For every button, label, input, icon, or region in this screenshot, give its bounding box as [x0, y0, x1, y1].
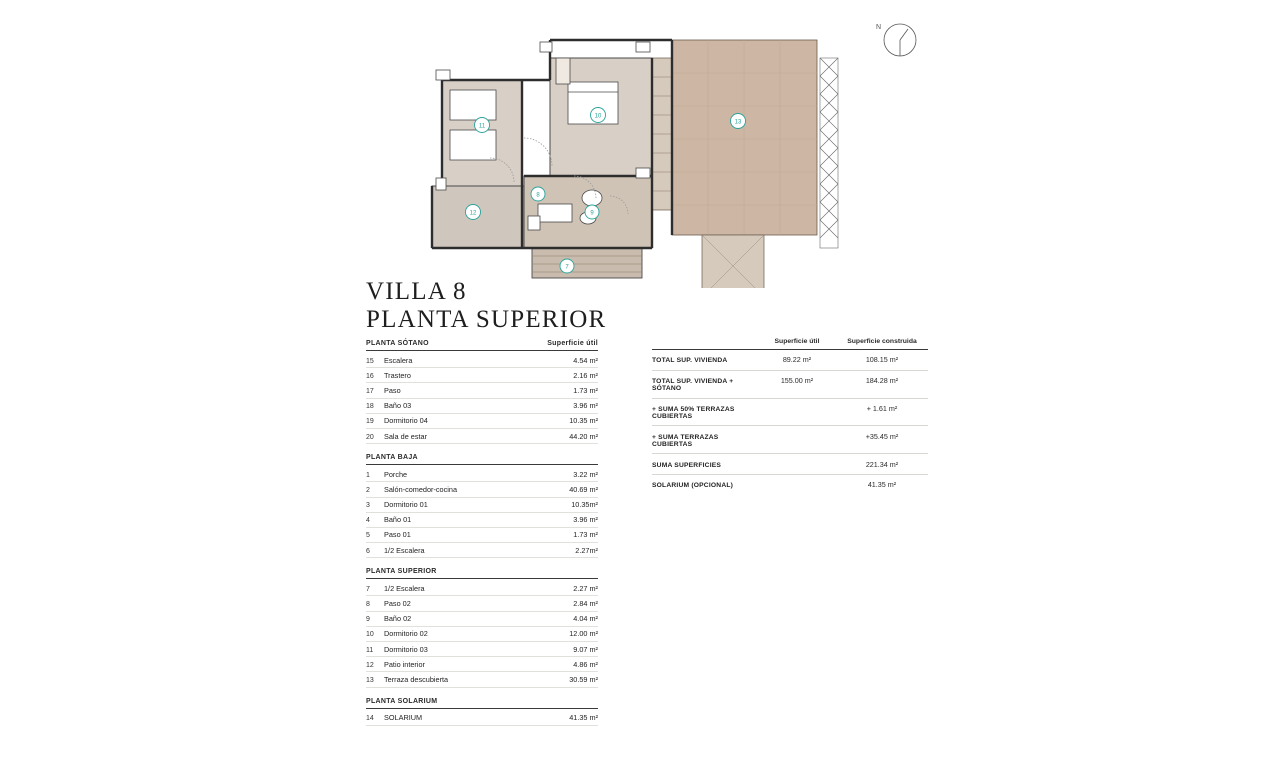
row-name: Terraza descubierta [384, 674, 449, 684]
plan-railing-hatch [820, 58, 838, 248]
row-value: 2.27 m² [573, 583, 598, 593]
row-name: Dormitorio 04 [384, 416, 428, 426]
section-header-superior [366, 568, 598, 579]
table-row [366, 368, 598, 383]
row-number: 4 [366, 517, 370, 525]
summary-construida: 184.28 m² [865, 376, 899, 386]
table-row [366, 414, 598, 429]
row-value: 9.07 m² [573, 644, 598, 654]
row-name: Paso [384, 385, 401, 395]
row-number: 18 [366, 403, 374, 411]
table-row [366, 383, 598, 398]
title-floor: PLANTA SUPERIOR [366, 306, 607, 333]
summary-row [652, 350, 928, 371]
summary-row [652, 475, 928, 495]
row-name: 1/2 Escalera [384, 583, 425, 593]
room-marker-12: 12 [469, 210, 477, 217]
table-row [366, 513, 598, 528]
row-number: 7 [366, 585, 370, 593]
room-marker-8: 8 [536, 192, 540, 199]
room-marker-11: 11 [478, 123, 486, 130]
row-name: SOLARIUM [384, 713, 423, 723]
row-number: 13 [366, 676, 374, 684]
column-header-superficie-util: Superficie útil [547, 340, 598, 347]
page-title [366, 278, 606, 334]
room-marker-13: 13 [734, 119, 742, 126]
room-marker-10: 10 [594, 113, 602, 120]
table-row [366, 672, 598, 687]
summary-construida: 221.34 m² [865, 459, 899, 469]
floor-plan-svg [420, 18, 880, 288]
row-value: 12.00 m² [569, 629, 598, 639]
row-value: 10.35 m² [569, 416, 598, 426]
summary-label: + SUMA TERRAZAS CUBIERTAS [652, 433, 719, 448]
row-number: 15 [366, 357, 374, 365]
row-value: 41.35 m² [569, 713, 598, 723]
row-value: 4.54 m² [573, 355, 598, 365]
row-number: 19 [366, 418, 374, 426]
table-row [366, 467, 598, 482]
row-name: Baño 01 [384, 515, 412, 525]
row-value: 2.16 m² [573, 370, 598, 380]
row-number: 14 [366, 715, 374, 723]
row-name: Patio interior [384, 659, 425, 669]
summary-label: SUMA SUPERFICIES [652, 461, 722, 469]
row-name: 1/2 Escalera [384, 545, 425, 555]
section-rows-solarium [366, 711, 598, 726]
summary-construida: + 1.61 m² [866, 403, 898, 413]
row-name: Porche [384, 469, 408, 479]
header-superficie-util: Superficie útil [774, 338, 820, 345]
row-name: Dormitorio 03 [384, 644, 428, 654]
row-name: Paso 01 [384, 530, 411, 540]
row-number: 6 [366, 547, 370, 555]
summary-row [652, 426, 928, 454]
table-row [366, 596, 598, 611]
row-value: 40.69 m² [569, 484, 598, 494]
summary-construida: 108.15 m² [865, 355, 899, 365]
row-number: 3 [366, 502, 370, 510]
row-number: 11 [366, 646, 374, 654]
row-name: Trastero [384, 370, 411, 380]
row-value: 44.20 m² [569, 431, 598, 441]
table-row [366, 543, 598, 558]
table-row [366, 528, 598, 543]
section-header-sotano [366, 340, 598, 351]
summary-construida: +35.45 m² [865, 431, 899, 441]
row-number: 10 [366, 631, 374, 639]
row-number: 20 [366, 433, 374, 441]
row-name: Baño 03 [384, 401, 412, 411]
row-number: 12 [366, 661, 374, 669]
table-row [366, 642, 598, 657]
row-number: 5 [366, 532, 370, 540]
row-value: 4.04 m² [573, 614, 598, 624]
section-title: PLANTA SUPERIOR [366, 568, 437, 576]
table-row [366, 581, 598, 596]
summary-table [652, 338, 928, 495]
row-value: 2.84 m² [573, 599, 598, 609]
summary-table-header [652, 338, 928, 350]
row-value: 3.96 m² [573, 401, 598, 411]
row-value: 1.73 m² [573, 530, 598, 540]
section-title: PLANTA BAJA [366, 454, 418, 462]
table-row [366, 399, 598, 414]
room-marker-7: 7 [565, 264, 569, 271]
title-villa: VILLA 8 [366, 278, 467, 305]
row-name: Salón-comedor-cocina [384, 484, 458, 494]
table-row [366, 353, 598, 368]
row-number: 16 [366, 372, 374, 380]
table-row [366, 657, 598, 672]
summary-label: TOTAL SUP. VIVIENDA [652, 357, 728, 365]
summary-label: SOLARIUM (OPCIONAL) [652, 482, 734, 490]
surface-schedule-left [366, 340, 598, 726]
row-number: 17 [366, 387, 374, 395]
section-title: PLANTA SOLARIUM [366, 697, 438, 705]
summary-util: 155.00 m² [780, 376, 814, 386]
row-value: 2.27m² [575, 545, 598, 555]
row-name: Escalera [384, 355, 413, 365]
floor-plan-drawing [420, 18, 880, 288]
table-row [366, 627, 598, 642]
row-name: Baño 02 [384, 614, 412, 624]
summary-util: 89.22 m² [782, 355, 812, 365]
table-row [366, 498, 598, 513]
section-rows-sotano [366, 353, 598, 444]
plan-floors [432, 40, 817, 288]
row-value: 1.73 m² [573, 385, 598, 395]
summary-construida: 41.35 m² [867, 480, 897, 490]
row-name: Sala de estar [384, 431, 427, 441]
section-rows-baja [366, 467, 598, 558]
table-row [366, 482, 598, 497]
row-number: 9 [366, 616, 370, 624]
row-number: 2 [366, 486, 370, 494]
row-value: 30.59 m² [569, 674, 598, 684]
table-row [366, 429, 598, 444]
row-value: 10.35m² [571, 500, 598, 510]
compass-icon [868, 16, 928, 66]
summary-row [652, 371, 928, 399]
row-name: Dormitorio 02 [384, 629, 428, 639]
section-title: PLANTA SÓTANO [366, 340, 429, 347]
section-header-baja [366, 454, 598, 465]
summary-label: + SUMA 50% TERRAZAS CUBIERTAS [652, 405, 735, 420]
row-value: 4.86 m² [573, 659, 598, 669]
row-name: Dormitorio 01 [384, 500, 428, 510]
summary-row [652, 454, 928, 475]
summary-label: TOTAL SUP. VIVIENDA + SÓTANO [652, 378, 734, 393]
row-value: 3.22 m² [573, 469, 598, 479]
row-number: 8 [366, 601, 370, 609]
compass-north-label: N [876, 24, 882, 31]
room-marker-9: 9 [590, 210, 594, 217]
summary-row [652, 399, 928, 427]
row-name: Paso 02 [384, 599, 411, 609]
section-header-solarium [366, 698, 598, 709]
header-superficie-construida: Superficie construida [847, 338, 917, 345]
row-value: 3.96 m² [573, 515, 598, 525]
table-row [366, 711, 598, 726]
section-rows-superior [366, 581, 598, 687]
row-number: 1 [366, 471, 370, 479]
table-row [366, 612, 598, 627]
